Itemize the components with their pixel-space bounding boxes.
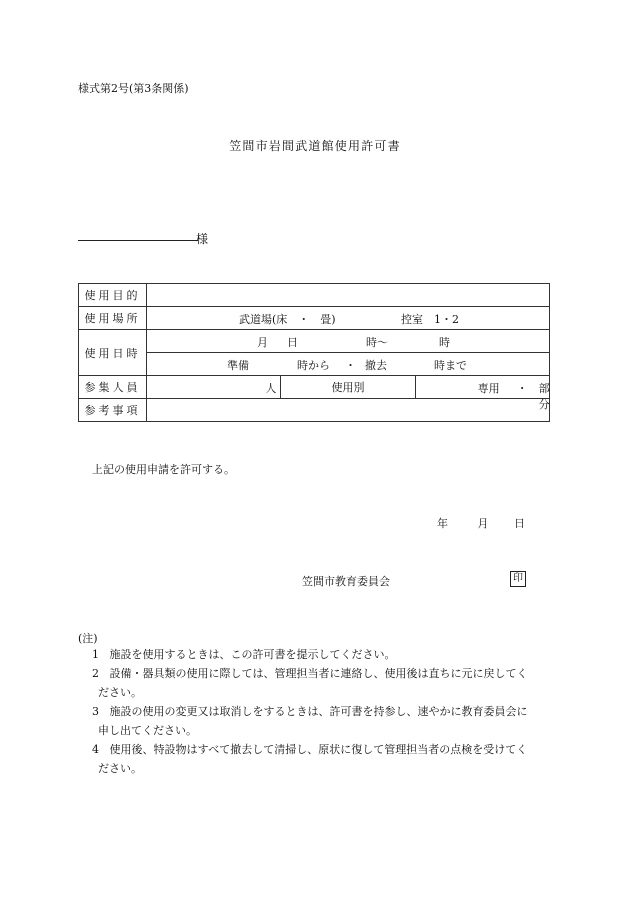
- remarks-field[interactable]: [147, 399, 550, 422]
- usage-partial-option: 部分: [538, 382, 550, 411]
- row-purpose: [79, 284, 550, 307]
- time-to-label: 時: [439, 336, 450, 349]
- note-item: [92, 664, 562, 702]
- prep-from-label: 時から: [297, 359, 330, 372]
- approval-statement: 上記の使用申請を許可する。: [92, 463, 235, 476]
- row-remarks: [79, 399, 550, 422]
- remarks-label: 参考事項: [79, 399, 147, 422]
- issue-date: [437, 515, 525, 531]
- date-year-label: 年: [437, 517, 448, 530]
- document-title: 笠間市岩間武道館使用許可書: [229, 139, 401, 153]
- note-text-continued: ださい。: [98, 762, 142, 775]
- form-number-label: 様式第2号(第3条関係): [78, 82, 189, 95]
- usage-type-field[interactable]: [415, 376, 550, 411]
- datetime-label: 使用日時: [79, 330, 147, 376]
- note-text-continued: ださい。: [98, 686, 142, 699]
- issuer-name: 笠間市教育委員会: [302, 575, 390, 588]
- preparation-field[interactable]: [147, 353, 550, 376]
- note-number: 1: [92, 648, 99, 661]
- place-label: 使用場所: [79, 307, 147, 330]
- purpose-label: 使用目的: [79, 284, 147, 307]
- note-item: [92, 740, 562, 778]
- time-from-label: 時〜: [366, 336, 388, 349]
- row-preparation: [79, 353, 550, 376]
- note-number: 3: [92, 705, 99, 718]
- prep-separator: ・: [345, 359, 356, 372]
- notes-heading: (注): [78, 632, 98, 645]
- participants-label: 参集人員: [79, 376, 147, 399]
- prep-label: 準備: [227, 359, 249, 372]
- usage-exclusive-option: 専用: [477, 382, 500, 395]
- note-number: 4: [92, 743, 99, 756]
- note-number: 2: [92, 667, 99, 680]
- recipient-name-line: [78, 240, 198, 241]
- note-text: 施設の使用の変更又は取消しをするときは、許可書を持参し、速やかに教育委員会に: [109, 705, 528, 718]
- place-dojo-option: 武道場(床 ・ 畳): [239, 313, 336, 326]
- date-day-label: 日: [287, 336, 298, 349]
- participants-field[interactable]: [147, 376, 281, 399]
- datetime-field[interactable]: [147, 330, 550, 353]
- note-text: 設備・器具類の使用に際しては、管理担当者に連絡し、使用後は直ちに元に戻してく: [109, 667, 528, 680]
- note-item: [92, 702, 562, 740]
- note-text: 施設を使用するときは、この許可書を提示してください。: [109, 648, 396, 661]
- date-month-label: 月: [477, 517, 489, 530]
- permit-table: [78, 283, 550, 422]
- usage-separator: ・: [516, 382, 528, 395]
- recipient-honorific: 様: [196, 232, 209, 246]
- row-datetime: [79, 330, 550, 353]
- date-month-label: 月: [257, 336, 268, 349]
- place-field[interactable]: [147, 307, 550, 330]
- date-day-label: 日: [514, 517, 525, 530]
- removal-label: 撤去: [365, 359, 387, 372]
- participants-unit: 人: [265, 382, 277, 395]
- removal-until-label: 時まで: [434, 359, 467, 372]
- note-text-continued: 申し出てください。: [98, 724, 197, 737]
- row-place: [79, 307, 550, 330]
- usage-type-label: 使用別: [281, 376, 415, 399]
- note-item: [92, 645, 562, 664]
- place-room-option: 控室 1・2: [401, 313, 459, 326]
- note-text: 使用後、特設物はすべて撤去して清掃し、原状に復して管理担当者の点検を受けてく: [109, 743, 528, 756]
- row-participants: [79, 376, 550, 399]
- seal-mark: 印: [510, 571, 526, 587]
- purpose-field[interactable]: [147, 284, 550, 307]
